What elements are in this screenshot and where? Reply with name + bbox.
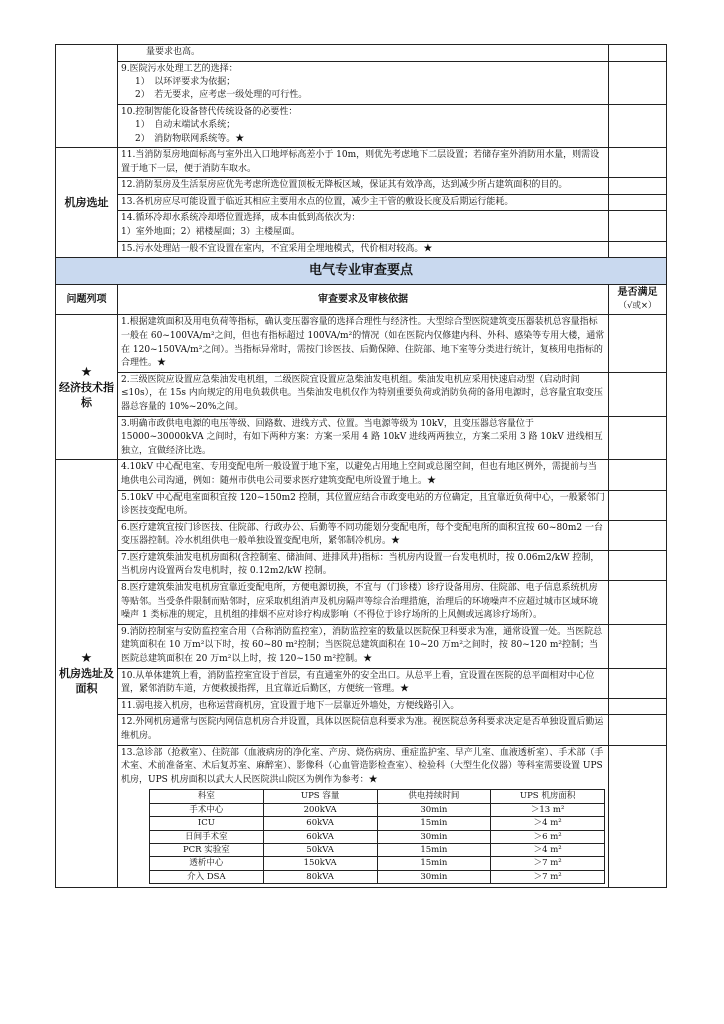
ups-cell: 200kVA <box>263 803 377 816</box>
ups-row <box>150 803 605 816</box>
category-room-label: 机房选址及面积 <box>59 667 114 696</box>
ups-cell: 30min <box>377 830 491 843</box>
ups-row <box>150 870 605 883</box>
requirement-text: 9.医院污水处理工艺的选择： 1） 以环评要求为依据； 2） 若无要求，应考虑一级处理的可行性。 <box>118 61 609 104</box>
ups-cell: 15min <box>377 817 491 830</box>
satisfied-cell <box>609 490 667 520</box>
requirement-text: 12.消防泵房及生活泵房应优先考虑所选位置顶板无降板区域，保证其有效净高，达到减少所占建筑面积的目的。 <box>118 178 609 195</box>
requirement-text: 11.弱电接入机房，也称运营商机房，宜设置于地下一层靠近外墙处，方便线路引入。 <box>118 698 609 715</box>
satisfied-cell <box>609 211 667 241</box>
ups-row <box>150 830 605 843</box>
category-room <box>56 460 118 888</box>
satisfied-cell <box>609 698 667 715</box>
satisfied-cell <box>609 416 667 460</box>
satisfied-cell <box>609 104 667 147</box>
category-room-location: 机房选址 <box>56 148 118 258</box>
requirement-text: 12.外网机房通常与医院内网信息机房合并设置，具体以医院信息科要求为准。视医院总务科要求决定是否单独设置后勤运维机房。 <box>118 715 609 745</box>
requirement-text <box>118 745 609 888</box>
star-icon: ★ <box>80 364 93 380</box>
satisfied-cell <box>609 550 667 580</box>
satisfied-cell <box>609 148 667 178</box>
requirement-text: 9.消防控制室与安防监控室合用（合称消防监控室），消防监控室的数量以医院保卫科要求为准，通常设置一处。当医院总建筑面积在 10 万m²以下时，按 60~80 m²控制；当医院总建筑面积在 10~20 万m²之间时，按 80~120 m²控制；当医院总建筑面积在 20 万m²以上时，按 120~150 m²控制。★ <box>118 624 609 668</box>
ups-cell: 80kVA <box>263 870 377 883</box>
requirement-text: 11.当消防泵房地面标高与室外出入口地坪标高差小于 10m，则优先考虑地下二层设置；若储存室外消防用水量，则需设置于地下一层，便于消防车取水。 <box>118 148 609 178</box>
ups-cell: 50kVA <box>263 844 377 857</box>
requirement-text: 7.医疗建筑柴油发电机房面积(含控制室、储油间、进排风井)指标：当机房内设置一台发电机时，按 0.06m2/kW 控制，当机房内设置两台发电机时，按 0.12m2/kW 控制。 <box>118 550 609 580</box>
satisfied-cell <box>609 460 667 490</box>
ups-header-row <box>150 790 605 803</box>
satisfied-cell <box>609 45 667 62</box>
ups-cell: ＞13 m² <box>491 803 605 816</box>
ups-header: UPS 容量 <box>263 790 377 803</box>
ups-header: 科室 <box>150 790 264 803</box>
satisfied-cell <box>609 241 667 258</box>
requirement-text: 10.控制智能化设备替代传统设备的必要性： 1） 自动末端试水系统； 2） 消防物联网系统等。★ <box>118 104 609 147</box>
ups-cell: ＞6 m² <box>491 830 605 843</box>
satisfied-cell <box>609 178 667 195</box>
star-icon: ★ <box>80 651 93 667</box>
header-satisfied <box>609 285 667 315</box>
header-satisfied-sub: （√或×） <box>618 300 657 311</box>
ups-cell: 15min <box>377 857 491 870</box>
section-title: 电气专业审查要点 <box>56 258 667 285</box>
category-econ <box>56 315 118 460</box>
satisfied-cell <box>609 668 667 698</box>
ups-table <box>149 789 605 884</box>
header-satisfied-label: 是否满足 <box>617 287 658 299</box>
satisfied-cell <box>609 581 667 625</box>
requirement-text: 6.医疗建筑宜按门诊医技、住院部、行政办公、后勤等不同功能划分变配电所，每个变配电所的面积宜按 60~80m2 一台变压器控制。冷水机组供电一般单独设置变配电所，紧邻制冷机房。★ <box>118 520 609 550</box>
requirement-text: 3.明确市政供电电源的电压等级、回路数、进线方式、位置。当电源等级为 10kV，且变压器总容量位于 15000~30000kVA 之间时，有如下两种方案：方案一采用 4 路 10kV 进线两两独立，方案二采用 3 路 10kV 进线相互独立，宜做经济比选。 <box>118 416 609 460</box>
ups-cell: 手术中心 <box>150 803 264 816</box>
satisfied-cell <box>609 372 667 416</box>
ups-row <box>150 844 605 857</box>
plumbing-table <box>55 44 667 148</box>
ups-cell: ICU <box>150 817 264 830</box>
satisfied-cell <box>609 715 667 745</box>
plumbing-room-table <box>55 147 667 258</box>
requirement-text: 2.三级医院应设置应急柴油发电机组，二级医院宜设置应急柴油发电机组。柴油发电机应采用快速启动型（启动时间≤10s），在 15s 内向规定的用电负载供电。当柴油发电机仅作为特别重要负荷或消防负荷的备用电源时，总容量宜取变压器总容量的 10%~20%之间。 <box>118 372 609 416</box>
requirement-text: 10.从单体建筑上看，消防监控室宜设于首层，有直通室外的安全出口。从总平上看，宜设置在医院的总平面相对中心位置，紧邻消防车道，方便救援指挥，且宜靠近后勤区，方便统一管理。★ <box>118 668 609 698</box>
requirement-text: 4.10kV 中心配电室、专用变配电所一般设置于地下室，以避免占用地上空间或总图空间，但也有地区例外，需提前与当地供电公司沟通，例如：随州市供电公司要求医疗建筑变配电所设置于地上。★ <box>118 460 609 490</box>
document-page <box>55 44 666 888</box>
ups-row <box>150 857 605 870</box>
satisfied-cell <box>609 315 667 372</box>
ups-cell: PCR 实验室 <box>150 844 264 857</box>
satisfied-cell <box>609 61 667 104</box>
satisfied-cell <box>609 520 667 550</box>
ups-cell: ＞4 m² <box>491 817 605 830</box>
satisfied-cell <box>609 194 667 211</box>
category-cell-empty <box>56 45 118 148</box>
category-econ-label: 经济技术指标 <box>59 380 114 409</box>
ups-cell: 60kVA <box>263 830 377 843</box>
ups-header: 供电持续时间 <box>377 790 491 803</box>
ups-cell: 15min <box>377 844 491 857</box>
ups-cell: 150kVA <box>263 857 377 870</box>
ups-cell: ＞7 m² <box>491 870 605 883</box>
ups-row <box>150 817 605 830</box>
ups-header: UPS 机房面积 <box>491 790 605 803</box>
requirement-text: 量要求也高。 <box>118 45 609 62</box>
satisfied-cell <box>609 745 667 888</box>
ups-cell: ＞7 m² <box>491 857 605 870</box>
requirement-13-text: 13.急诊部（抢救室）、住院部（血液病房的净化室、产房、烧伤病房、重症监护室、早产儿室、血液透析室）、手术部（手术室、术前准备室、术后复苏室、麻醉室）、影像科（心血管造影检查室）、检验科（大型生化仪器）等科室需要设置 UPS 机房，UPS 机房面积以武大人民医院洪山院区为例作为参考：★ <box>121 747 604 785</box>
ups-cell: ＞4 m² <box>491 844 605 857</box>
ups-cell: 介入 DSA <box>150 870 264 883</box>
requirement-text: 1.根据建筑面积及用电负荷等指标，确认变压器容量的选择合理性与经济性。大型综合型医院建筑变压器装机总容量指标一般在 60~100VA/m²之间，但也有指标超过 100VA/m²的情况（如在医院内仅修建内科、外科、感染等专用大楼，通常在 120~150VA/m²之间）。当指标异常时，需按门诊医技、后勤保障、住院部、地下室等分类进行统计，复核用电指标的合理性。★ <box>118 315 609 372</box>
ups-cell: 60kVA <box>263 817 377 830</box>
ups-cell: 日间手术室 <box>150 830 264 843</box>
requirement-text: 14.循环冷却水系统冷却塔位置选择，成本由低到高依次为： 1）室外地面；2）裙楼屋面；3）主楼屋面。 <box>118 211 609 241</box>
ups-cell: 30min <box>377 803 491 816</box>
header-issue: 问题列项 <box>56 285 118 315</box>
satisfied-cell <box>609 624 667 668</box>
requirement-text: 8.医疗建筑柴油发电机房宜靠近变配电所，方便电源切换，不宜与（门诊楼）诊疗设备用房、住院部、电子信息系统机房等贴邻。当受条件限制而贴邻时，应采取机组消声及机房隔声等综合治理措施，治理后的环境噪声不应超过城市区域环境噪声 1 类标准的规定，且机组的排烟不应对诊疗构成影响（不得位于诊疗场所的上风侧或远离诊疗场所）。 <box>118 581 609 625</box>
requirement-text: 13.各机房应尽可能设置于临近其相应主要用水点的位置，减少主干管的敷设长度及后期运行能耗。 <box>118 194 609 211</box>
requirement-text: 15.污水处理站一般不宜设置在室内，不宜采用全埋地模式，代价相对较高。★ <box>118 241 609 258</box>
requirement-text: 5.10kV 中心配电室面积宜按 120~150m2 控制，其位置应结合市政变电站的方位确定，且宜靠近负荷中心，一般紧邻门诊医技变配电所。 <box>118 490 609 520</box>
header-requirement: 审查要求及审核依据 <box>118 285 609 315</box>
ups-cell: 30min <box>377 870 491 883</box>
electrical-table <box>55 257 667 888</box>
ups-cell: 透析中心 <box>150 857 264 870</box>
